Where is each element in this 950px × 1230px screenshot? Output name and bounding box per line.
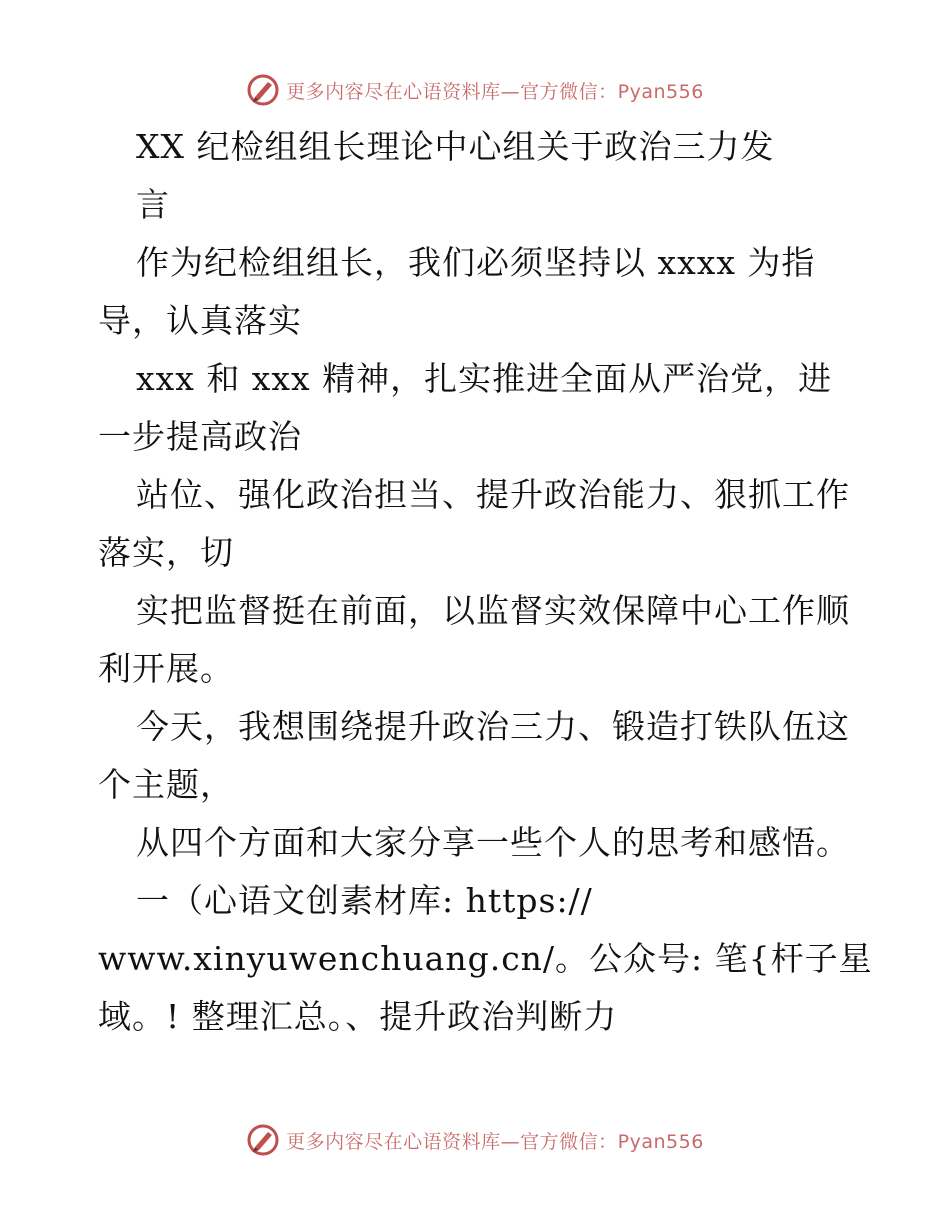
banner-text: 更多内容尽在心语资料库—官方微信：Pyan556 (286, 1130, 704, 1153)
body-line: 一（心语文创素材库: https:// (136, 881, 593, 920)
body-line: 个主题， (98, 765, 234, 804)
document-body (98, 118, 873, 1046)
body-line: xxx 和 xxx 精神，扎实推进全面从严治党，进 (136, 359, 833, 398)
header-banner (0, 70, 950, 110)
body-line: 作为纪检组组长，我们必须坚持以 xxxx 为指 (136, 243, 816, 282)
body-line: 利开展。 (98, 649, 234, 688)
body-line: 导，认真落实 (98, 301, 302, 340)
body-line: 今天，我想围绕提升政治三力、锻造打铁队伍这 (136, 707, 850, 746)
pen-logo-icon (246, 73, 280, 107)
body-line: 从四个方面和大家分享一些个人的思考和感悟。 (136, 823, 850, 862)
body-line: 一步提高政治 (98, 417, 302, 456)
pen-logo-icon (246, 1123, 280, 1157)
body-line: www.xinyuwenchuang.cn/。公众号: 笔{杆子星 (98, 939, 873, 978)
body-line: 言 (136, 185, 170, 224)
body-line: 实把监督挺在前面，以监督实效保障中心工作顺 (136, 591, 850, 630)
body-line: 域。! 整理汇总。、提升政治判断力 (98, 997, 618, 1036)
footer-banner (0, 1120, 950, 1160)
body-line: 站位、强化政治担当、提升政治能力、狠抓工作 (136, 475, 850, 514)
banner-text: 更多内容尽在心语资料库—官方微信：Pyan556 (286, 80, 704, 103)
body-line: XX 纪检组组长理论中心组关于政治三力发 (136, 127, 775, 166)
body-line: 落实，切 (98, 533, 234, 572)
